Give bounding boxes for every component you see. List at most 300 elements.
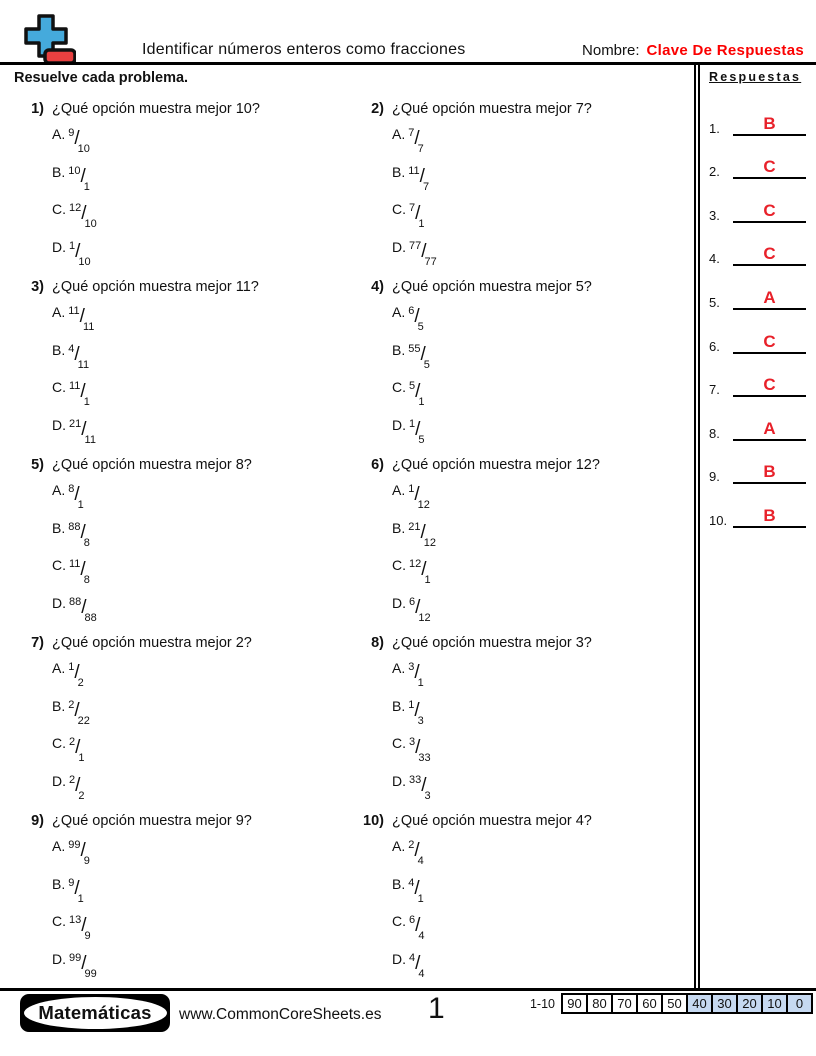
option — [392, 699, 690, 737]
option-label: C. — [392, 735, 406, 751]
fraction — [69, 952, 97, 980]
option-label: A. — [52, 838, 66, 854]
options-list — [392, 305, 690, 455]
fraction-slash-icon: / — [415, 418, 421, 440]
answer-number: 5. — [709, 294, 720, 310]
fraction-slash-icon: / — [74, 877, 80, 899]
option-label: C. — [52, 913, 66, 929]
score-cell: 50 — [661, 993, 688, 1014]
options-list — [52, 305, 354, 455]
fraction-slash-icon: / — [79, 306, 85, 327]
answer-letter: B — [763, 505, 776, 525]
fraction-slash-icon: / — [415, 737, 421, 758]
fraction-denominator: 5 — [417, 321, 424, 333]
option — [392, 127, 690, 165]
fraction-denominator: 12 — [418, 611, 431, 624]
score-cell: 70 — [611, 993, 638, 1014]
score-cell: 0 — [786, 993, 813, 1014]
option — [392, 483, 690, 521]
option-label: B. — [392, 341, 406, 358]
footer-divider — [0, 988, 816, 991]
option — [392, 839, 690, 877]
fraction-numerator: 8 — [68, 483, 75, 495]
fraction — [68, 305, 94, 333]
fraction — [409, 240, 437, 268]
option-label: A. — [392, 304, 406, 320]
option — [52, 952, 354, 990]
fraction-numerator: 7 — [408, 127, 415, 139]
fraction — [69, 774, 85, 802]
problem-header — [354, 278, 690, 296]
option-label: D. — [392, 772, 406, 789]
fraction — [408, 305, 424, 333]
fraction — [68, 661, 84, 689]
problem-question: ¿Qué opción muestra mejor 11? — [52, 279, 259, 295]
option-label: C. — [52, 201, 66, 217]
option — [392, 418, 690, 456]
fraction-numerator: 1 — [69, 239, 76, 252]
option — [392, 558, 690, 596]
fraction-numerator: 11 — [68, 305, 80, 317]
fraction-numerator: 1 — [409, 417, 416, 430]
options-list — [392, 483, 690, 633]
option — [52, 839, 354, 877]
option — [392, 774, 690, 812]
fraction — [68, 165, 90, 193]
fraction-denominator: 1 — [78, 752, 85, 764]
fraction-denominator: 1 — [77, 892, 84, 905]
option-label: C. — [392, 913, 406, 929]
fraction-numerator: 4 — [409, 951, 416, 964]
option-label: A. — [392, 838, 406, 854]
fraction-denominator: 2 — [78, 789, 85, 802]
option-label: A. — [52, 304, 66, 320]
fraction-slash-icon: / — [81, 203, 87, 224]
fraction-denominator: 11 — [84, 433, 96, 446]
problem — [354, 634, 690, 812]
option-label: A. — [392, 482, 406, 498]
page-title: Identificar números enteros como fracciones — [142, 41, 466, 58]
answer-blank — [733, 507, 806, 528]
option-label: B. — [52, 875, 66, 892]
answer-number: 6. — [709, 338, 720, 354]
fraction-denominator: 11 — [77, 358, 90, 371]
option-label: D. — [52, 416, 66, 433]
options-list — [52, 127, 354, 277]
option-label: B. — [392, 697, 406, 714]
answers-list — [709, 92, 806, 528]
score-cell: 20 — [736, 993, 763, 1014]
fraction-numerator: 9 — [68, 127, 75, 139]
fraction-numerator: 11 — [408, 164, 420, 177]
answer-item — [709, 92, 806, 136]
fraction — [409, 952, 425, 980]
fraction-numerator: 12 — [69, 202, 82, 214]
fraction — [69, 418, 96, 446]
fraction-numerator: 3 — [408, 661, 415, 673]
option — [52, 202, 354, 240]
fraction-numerator: 1 — [408, 483, 415, 495]
option — [52, 521, 354, 559]
answer-letter: B — [763, 113, 776, 133]
fraction-denominator: 12 — [417, 499, 430, 511]
fraction — [408, 165, 429, 193]
fraction-denominator: 8 — [83, 536, 90, 549]
fraction-denominator: 33 — [418, 752, 431, 764]
answer-blank — [733, 289, 806, 310]
fraction — [69, 240, 91, 268]
answer-item — [709, 179, 806, 223]
fraction — [68, 839, 90, 867]
answers-title: Respuestas — [709, 70, 802, 84]
answer-letter: C — [763, 157, 776, 177]
fraction-denominator: 10 — [84, 218, 97, 230]
fraction — [68, 483, 84, 511]
fraction — [408, 343, 430, 371]
fraction — [408, 521, 436, 549]
option — [52, 305, 354, 343]
problem-question: ¿Qué opción muestra mejor 2? — [52, 635, 252, 651]
problem-number: 6) — [371, 457, 384, 473]
fraction-numerator: 9 — [68, 876, 75, 889]
option — [392, 596, 690, 634]
option-label: A. — [392, 126, 406, 142]
fraction-slash-icon: / — [74, 484, 80, 505]
answer-blank — [733, 115, 806, 136]
fraction — [408, 699, 424, 727]
fraction-slash-icon: / — [75, 737, 81, 758]
fraction — [408, 483, 430, 511]
option-label: D. — [392, 950, 406, 967]
option-label: B. — [392, 875, 406, 892]
fraction-denominator: 5 — [418, 433, 425, 446]
fraction-denominator: 10 — [78, 255, 91, 268]
option — [52, 596, 354, 634]
fraction-denominator: 7 — [417, 143, 424, 155]
fraction-numerator: 6 — [409, 595, 416, 608]
fraction-numerator: 88 — [68, 520, 81, 533]
fraction-denominator: 77 — [424, 255, 437, 268]
problems-grid — [14, 100, 694, 990]
problem-question: ¿Qué opción muestra mejor 3? — [392, 635, 592, 651]
name-value: Clave De Respuestas — [646, 42, 804, 59]
fraction-numerator: 33 — [409, 773, 422, 786]
option-label: A. — [52, 482, 66, 498]
fraction-numerator: 11 — [69, 558, 81, 570]
fraction-slash-icon: / — [74, 128, 80, 149]
fraction-denominator: 88 — [84, 611, 97, 624]
answer-letter: A — [763, 418, 776, 438]
brand-badge — [20, 994, 170, 1032]
fraction-slash-icon: / — [80, 840, 86, 861]
option — [52, 483, 354, 521]
fraction-numerator: 4 — [408, 876, 415, 889]
option — [392, 165, 690, 203]
problem-header — [14, 634, 354, 652]
option-label: C. — [392, 201, 406, 217]
fraction-numerator: 2 — [69, 773, 76, 786]
answer-item — [709, 441, 806, 485]
problem-header — [14, 278, 354, 296]
fraction-slash-icon: / — [415, 203, 421, 224]
fraction-denominator: 1 — [417, 677, 424, 689]
option — [52, 699, 354, 737]
fraction-numerator: 1 — [68, 661, 75, 673]
fraction-denominator: 4 — [417, 855, 424, 867]
problem — [14, 278, 354, 456]
problem-number: 7) — [31, 635, 44, 651]
score-cell: 60 — [636, 993, 663, 1014]
answer-blank — [733, 420, 806, 441]
website-link: www.CommonCoreSheets.es — [179, 1006, 382, 1023]
fraction-numerator: 88 — [69, 595, 82, 608]
fraction-denominator: 11 — [82, 321, 95, 333]
fraction-denominator: 1 — [424, 574, 431, 586]
answer-number: 10. — [709, 512, 728, 528]
problem-number: 3) — [31, 279, 44, 295]
problem — [14, 456, 354, 634]
name-label: Nombre: — [582, 42, 640, 59]
score-cell: 90 — [561, 993, 588, 1014]
problem — [354, 278, 690, 456]
fraction-denominator: 1 — [83, 396, 90, 408]
fraction-slash-icon: / — [415, 915, 421, 936]
fraction-numerator: 21 — [408, 520, 421, 533]
page-number: 1 — [428, 992, 445, 1025]
options-list — [52, 483, 354, 633]
fraction — [409, 914, 425, 942]
answers-panel — [694, 65, 816, 989]
fraction — [409, 774, 431, 802]
fraction-slash-icon: / — [81, 915, 87, 936]
fraction-numerator: 10 — [68, 164, 81, 177]
answer-letter: C — [763, 200, 776, 220]
answer-blank — [733, 245, 806, 266]
option — [392, 736, 690, 774]
brand-oval — [24, 997, 167, 1029]
fraction — [69, 596, 97, 624]
problem-header — [14, 456, 354, 474]
fraction-slash-icon: / — [415, 952, 421, 974]
fraction-slash-icon: / — [419, 165, 425, 187]
fraction-denominator: 12 — [423, 536, 437, 549]
problem-number: 4) — [371, 279, 384, 295]
problem-number: 5) — [31, 457, 44, 473]
answer-blank — [733, 463, 806, 484]
fraction-slash-icon: / — [75, 774, 81, 796]
fraction-denominator: 8 — [83, 574, 90, 586]
fraction — [409, 558, 431, 586]
fraction-numerator: 6 — [409, 914, 416, 926]
problem-question: ¿Qué opción muestra mejor 5? — [392, 279, 592, 295]
answer-item — [709, 310, 806, 354]
options-list — [52, 661, 354, 811]
answer-number: 1. — [709, 120, 720, 136]
fraction-slash-icon: / — [415, 596, 421, 618]
answer-number: 2. — [709, 164, 720, 180]
option-label: A. — [52, 126, 66, 142]
fraction-denominator: 2 — [77, 677, 84, 689]
fraction — [69, 558, 90, 586]
fraction-slash-icon: / — [421, 559, 427, 580]
fraction-denominator: 3 — [424, 789, 431, 802]
option — [392, 877, 690, 915]
fraction-slash-icon: / — [415, 381, 421, 402]
option — [52, 736, 354, 774]
problem — [354, 456, 690, 634]
answer-number: 3. — [709, 207, 720, 223]
instructions: Resuelve cada problema. — [14, 70, 189, 86]
option — [52, 418, 354, 456]
problem-header — [354, 100, 690, 118]
option-label: B. — [52, 163, 66, 180]
problem-question: ¿Qué opción muestra mejor 10? — [52, 101, 260, 117]
answer-item — [709, 266, 806, 310]
option-label: C. — [392, 557, 406, 573]
fraction — [409, 736, 431, 764]
answer-item — [709, 136, 806, 180]
score-label: 1-10 — [529, 996, 555, 1011]
option — [392, 343, 690, 381]
problem-number: 8) — [371, 635, 384, 651]
option-label: B. — [52, 341, 66, 358]
fraction-denominator: 5 — [423, 358, 430, 371]
fraction — [68, 699, 90, 727]
option-label: D. — [392, 594, 406, 611]
score-cell: 10 — [761, 993, 788, 1014]
fraction-slash-icon: / — [80, 381, 86, 402]
fraction-slash-icon: / — [420, 343, 426, 365]
fraction-numerator: 12 — [409, 558, 422, 570]
answer-number: 7. — [709, 382, 720, 398]
fraction-numerator: 99 — [68, 839, 81, 851]
fraction-denominator: 1 — [417, 892, 424, 905]
fraction-denominator: 99 — [84, 967, 97, 980]
problem-header — [354, 812, 690, 830]
problem — [354, 812, 690, 990]
option — [52, 127, 354, 165]
answer-blank — [733, 333, 806, 354]
fraction-slash-icon: / — [414, 128, 420, 149]
answer-item — [709, 354, 806, 398]
fraction-denominator: 1 — [418, 396, 425, 408]
option — [392, 521, 690, 559]
options-list — [52, 839, 354, 989]
problem — [14, 634, 354, 812]
fraction — [409, 418, 425, 446]
problem — [14, 100, 354, 278]
answer-blank — [733, 158, 806, 179]
fraction — [409, 202, 425, 230]
fraction-denominator: 7 — [422, 180, 430, 193]
option — [392, 914, 690, 952]
fraction — [409, 596, 431, 624]
fraction — [69, 736, 85, 764]
option-label: D. — [52, 772, 66, 789]
fraction-slash-icon: / — [74, 343, 80, 365]
fraction-numerator: 7 — [409, 202, 416, 214]
option-label: B. — [392, 163, 406, 180]
problem-header — [354, 634, 690, 652]
option-label: D. — [52, 950, 66, 967]
problem-header — [14, 812, 354, 830]
fraction-slash-icon: / — [421, 774, 427, 796]
fraction-denominator: 1 — [77, 499, 84, 511]
answer-item — [709, 484, 806, 528]
option-label: D. — [52, 238, 66, 255]
answer-number: 9. — [709, 469, 720, 485]
score-cell: 30 — [711, 993, 738, 1014]
score-cells — [561, 993, 813, 1014]
fraction-numerator: 77 — [409, 239, 422, 252]
option — [392, 240, 690, 278]
problem-number: 10) — [363, 813, 384, 829]
fraction — [408, 839, 424, 867]
fraction — [408, 127, 424, 155]
fraction-denominator: 1 — [83, 180, 90, 193]
options-list — [392, 661, 690, 811]
fraction-numerator: 11 — [69, 380, 81, 392]
problem — [14, 812, 354, 990]
fraction-slash-icon: / — [414, 699, 420, 721]
fraction — [69, 914, 91, 942]
fraction-slash-icon: / — [414, 306, 420, 327]
fraction-slash-icon: / — [420, 521, 426, 543]
fraction-numerator: 5 — [409, 380, 416, 392]
fraction-slash-icon: / — [81, 952, 87, 974]
answer-letter: C — [763, 331, 776, 351]
fraction-denominator: 9 — [84, 930, 91, 942]
fraction-denominator: 1 — [418, 218, 425, 230]
fraction-numerator: 21 — [69, 417, 82, 430]
fraction-slash-icon: / — [81, 596, 87, 618]
option-label: B. — [392, 519, 406, 536]
fraction-numerator: 1 — [408, 698, 415, 711]
answer-blank — [733, 202, 806, 223]
fraction-slash-icon: / — [80, 165, 86, 187]
answer-number: 4. — [709, 251, 720, 267]
problem-question: ¿Qué opción muestra mejor 8? — [52, 457, 252, 473]
fraction-numerator: 13 — [69, 914, 82, 926]
problem-question: ¿Qué opción muestra mejor 7? — [392, 101, 592, 117]
option-label: A. — [392, 660, 406, 676]
option — [52, 240, 354, 278]
option-label: C. — [52, 557, 66, 573]
score-table — [530, 993, 813, 1014]
problem-header — [14, 100, 354, 118]
fraction-denominator: 4 — [418, 930, 425, 942]
fraction-denominator: 3 — [417, 714, 424, 727]
option — [52, 661, 354, 699]
answer-item — [709, 223, 806, 267]
fraction-denominator: 10 — [77, 143, 90, 155]
problem-question: ¿Qué opción muestra mejor 12? — [392, 457, 600, 473]
fraction-slash-icon: / — [75, 240, 81, 262]
problem-number: 2) — [371, 101, 384, 117]
option-label: A. — [52, 660, 66, 676]
brand-label: Matemáticas — [38, 1002, 152, 1023]
plus-minus-logo-icon — [18, 12, 76, 66]
options-list — [392, 127, 690, 277]
fraction-slash-icon: / — [414, 877, 420, 899]
problem-question: ¿Qué opción muestra mejor 4? — [392, 813, 592, 829]
fraction-numerator: 4 — [68, 342, 75, 355]
option — [392, 380, 690, 418]
answer-letter: B — [763, 462, 776, 482]
fraction-slash-icon: / — [80, 559, 86, 580]
options-list — [392, 839, 690, 989]
option — [392, 661, 690, 699]
